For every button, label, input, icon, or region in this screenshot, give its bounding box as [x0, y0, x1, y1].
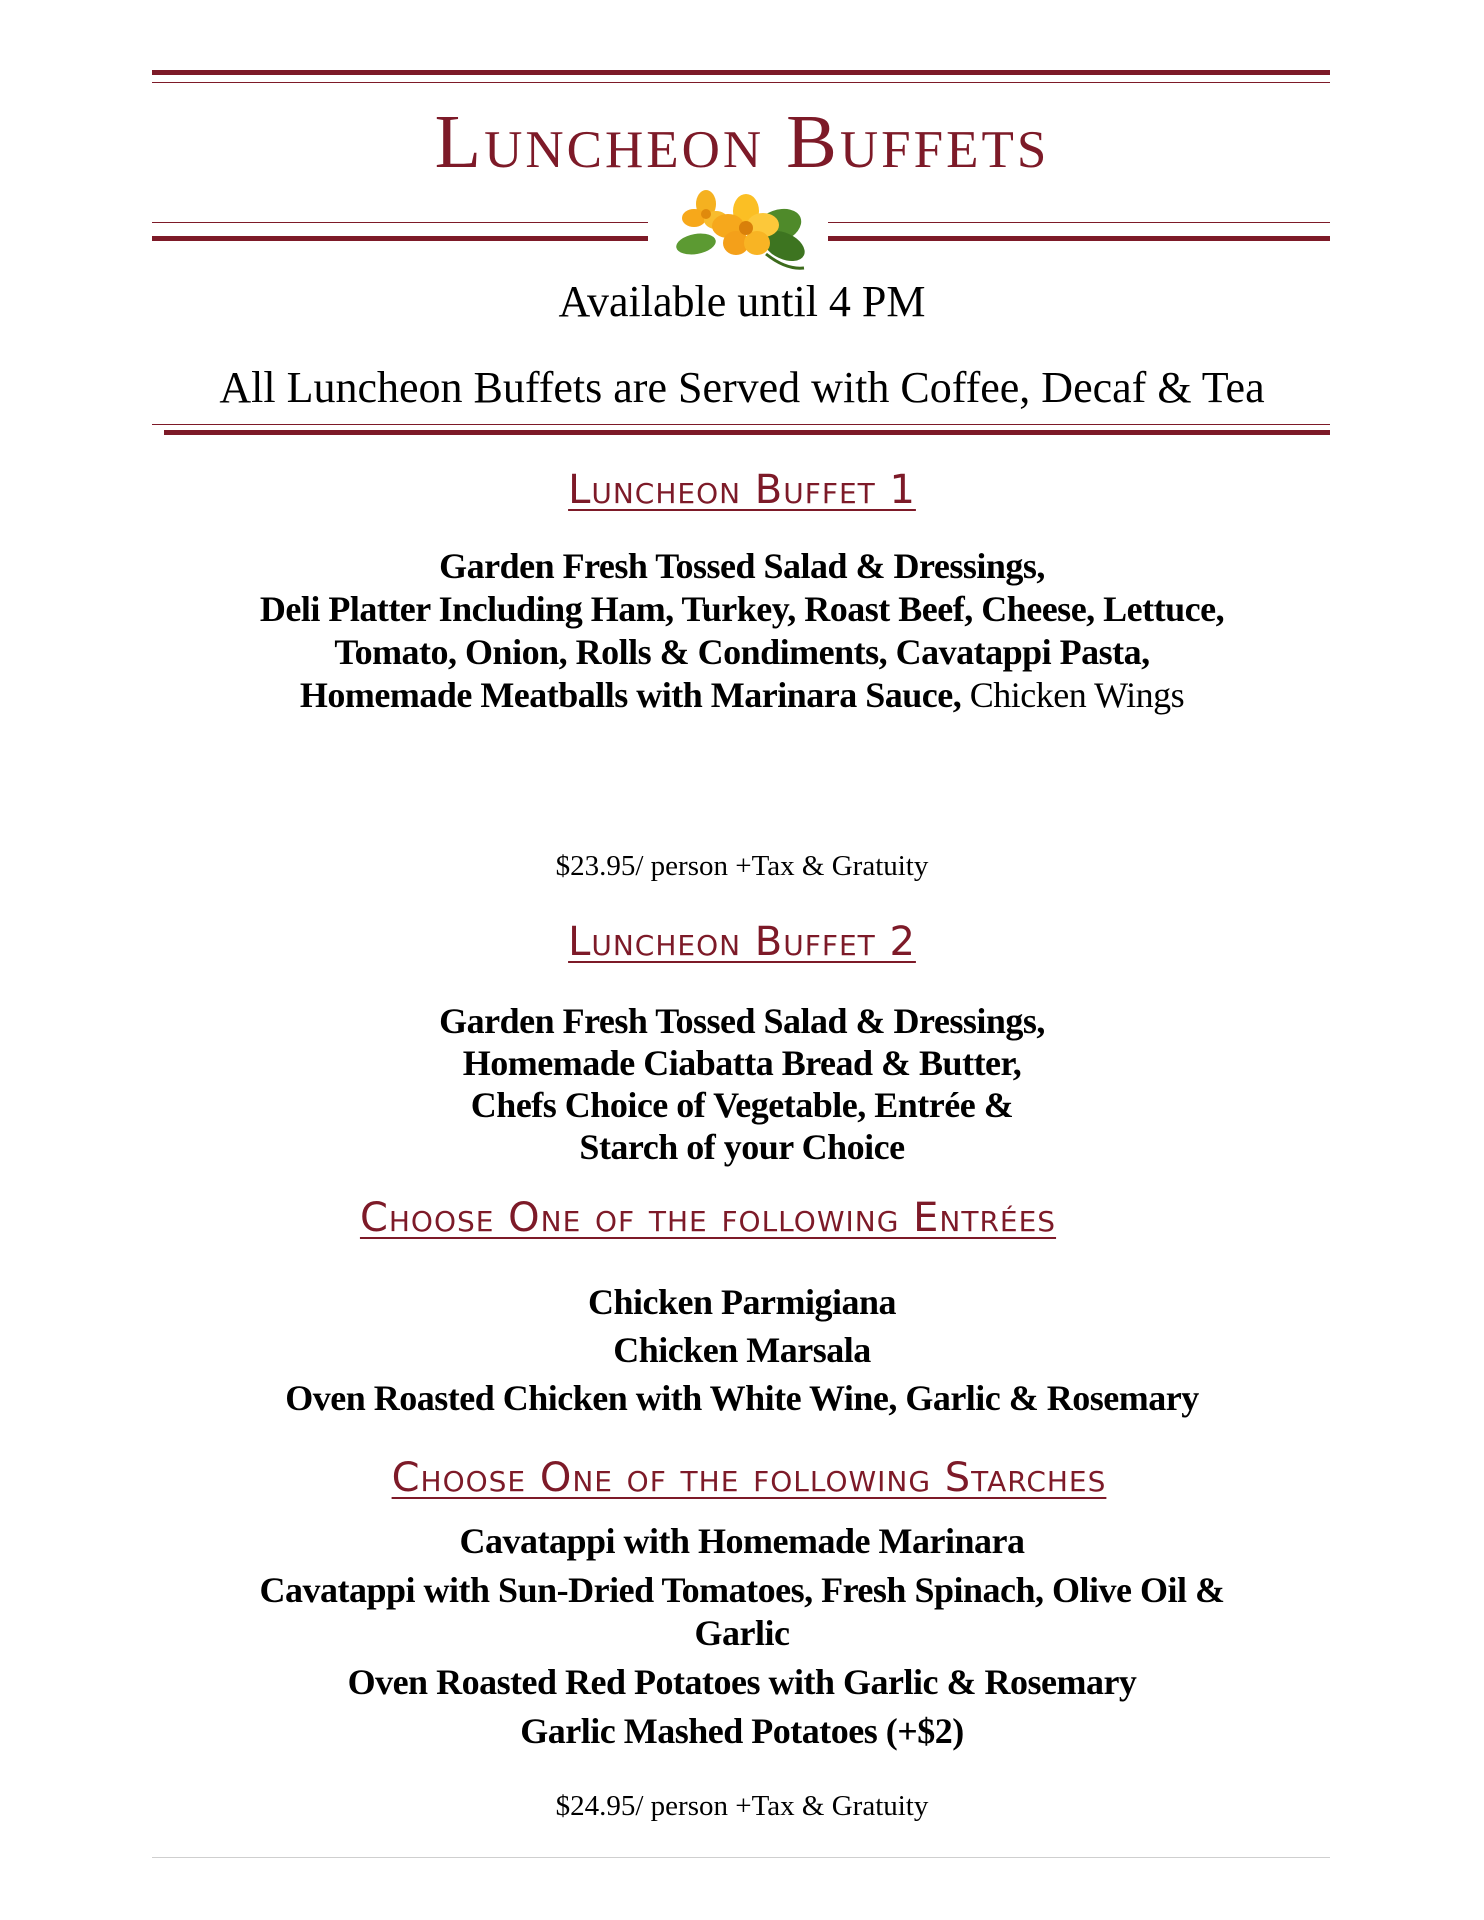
list-item: Cavatappi with Sun-Dried Tomatoes, Fresh Spinach, Olive Oil &	[259, 1570, 1225, 1610]
served-rule-thin	[152, 424, 1330, 425]
buffet1-heading: Luncheon Buffet 1	[568, 467, 916, 513]
list-item: Homemade Ciabatta Bread & Butter,	[462, 1043, 1022, 1083]
buffet2-price: $24.95/ person +Tax & Gratuity	[555, 1790, 929, 1822]
mid-rule-left-thin	[152, 222, 648, 223]
entrees-list	[0, 1278, 1484, 1422]
list-item: Oven Roasted Chicken with White Wine, Garlic & Rosemary	[285, 1378, 1199, 1418]
availability-text: Available until 4 PM	[558, 277, 926, 326]
mid-rule-right-thin	[828, 222, 1330, 223]
served-rule-thick	[164, 430, 1330, 435]
list-item: Deli Platter Including Ham, Turkey, Roast Beef, Cheese, Lettuce,	[259, 589, 1225, 629]
list-item: Oven Roasted Red Potatoes with Garlic & Rosemary	[347, 1662, 1137, 1702]
list-item: Garden Fresh Tossed Salad & Dressings,	[439, 546, 1045, 586]
list-item: Cavatappi with Homemade Marinara	[459, 1521, 1025, 1561]
bottom-divider	[152, 1857, 1330, 1858]
mid-rule-left-thick	[152, 236, 648, 241]
buffet1-items	[0, 545, 1484, 717]
buffet2-heading: Luncheon Buffet 2	[568, 919, 916, 965]
list-item: Tomato, Onion, Rolls & Condiments, Cavatappi Pasta,	[334, 632, 1150, 672]
buffet2-items	[0, 1000, 1484, 1168]
list-item: Garden Fresh Tossed Salad & Dressings,	[439, 1001, 1045, 1041]
buffet1-price: $23.95/ person +Tax & Gratuity	[555, 850, 929, 882]
mid-rule-right-thick	[828, 236, 1330, 241]
served-with-text: All Luncheon Buffets are Served with Coffee, Decaf & Tea	[219, 363, 1265, 412]
list-item: Starch of your Choice	[579, 1127, 905, 1167]
list-item: Chicken Marsala	[613, 1330, 871, 1370]
list-item: Garlic Mashed Potatoes (+$2)	[520, 1711, 964, 1751]
list-item: Chicken Parmigiana	[587, 1282, 896, 1322]
list-item: Chefs Choice of Vegetable, Entrée &	[470, 1085, 1014, 1125]
entrees-heading: Choose One of the following Entrées	[359, 1195, 1057, 1241]
starches-list	[0, 1520, 1484, 1753]
list-item: Homemade Meatballs with Marinara Sauce, Chicken Wings	[299, 675, 1185, 715]
starches-heading: Choose One of the following Starches	[391, 1455, 1107, 1501]
page-title: Luncheon Buffets	[434, 100, 1050, 184]
squash-blossom-icon	[666, 184, 816, 274]
top-rule-thick	[152, 70, 1330, 75]
top-rule-thin	[152, 82, 1330, 83]
list-item: Garlic	[694, 1613, 790, 1653]
